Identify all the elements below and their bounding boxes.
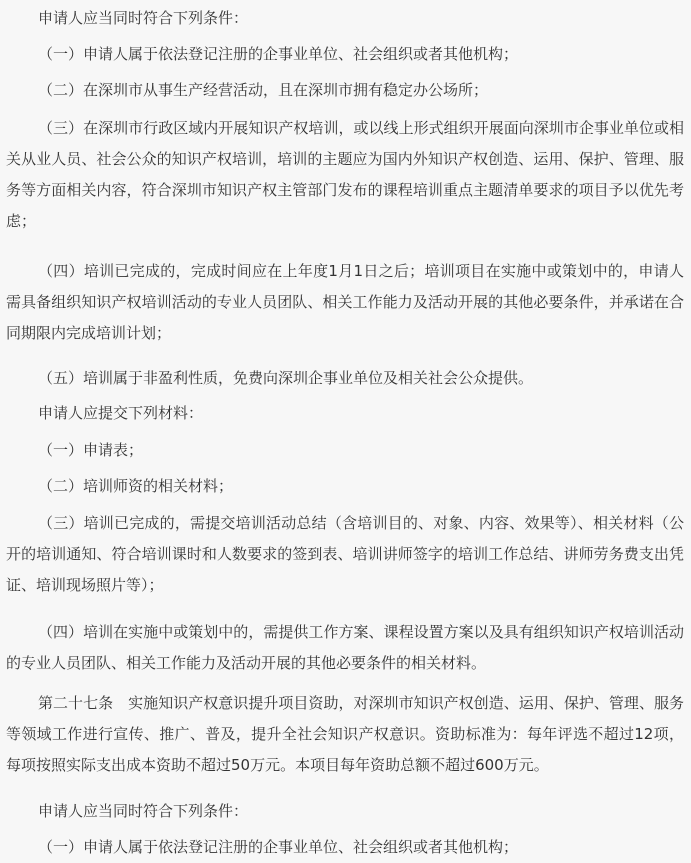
paragraph-article-27: 第二十七条 实施知识产权意识提升项目资助，对深圳市知识产权创造、运用、保护、管理、服务等领域工作进行宣传、推广、普及，提升全社会知识产权意识。资助标准为：每年评选不超过12项，每项按照实际支出成本资助不超过50万元。本项目每年资助总额不超过600万元。 bbox=[6, 694, 684, 774]
paragraph-material-4: （四）培训在实施中或策划中的，需提供工作方案、课程设置方案以及具有组织知识产权培训活动的专业人员团队、相关工作能力及活动开展的其他必要条件的相关材料。 bbox=[6, 623, 684, 672]
paragraph-condition-4: （四）培训已完成的，完成时间应在上年度1月1日之后；培训项目在实施中或策划中的，申请人需具备组织知识产权培训活动的专业人员团队、相关工作能力及活动开展的其他必要条件，并承诺在合同期限内完成培训计划； bbox=[6, 262, 684, 342]
paragraph-condition-5: （五）培训属于非盈利性质，免费向深圳企事业单位及相关社会公众提供。 bbox=[38, 369, 534, 387]
paragraph-condition-2: （二）在深圳市从事生产经营活动，且在深圳市拥有稳定办公场所； bbox=[38, 81, 489, 99]
paragraph-conditions-intro: 申请人应当同时符合下列条件： bbox=[38, 9, 249, 27]
paragraph-material-2: （二）培训师资的相关材料； bbox=[38, 477, 234, 495]
paragraph-conditions-intro-2: 申请人应当同时符合下列条件： bbox=[38, 802, 249, 820]
paragraph-material-1: （一）申请表； bbox=[38, 441, 144, 459]
paragraph-condition-1: （一）申请人属于依法登记注册的企事业单位、社会组织或者其他机构； bbox=[38, 45, 519, 63]
paragraph-condition-1-repeat: （一）申请人属于依法登记注册的企事业单位、社会组织或者其他机构； bbox=[38, 838, 519, 856]
paragraph-condition-3: （三）在深圳市行政区域内开展知识产权培训，或以线上形式组织开展面向深圳市企事业单位或相关从业人员、社会公众的知识产权培训，培训的主题应为国内外知识产权创造、运用、保护、管理、服务等方面相关内容，符合深圳市知识产权主管部门发布的课程培训重点主题清单要求的项目予以优先考虑； bbox=[6, 119, 684, 230]
paragraph-material-3: （三）培训已完成的，需提交培训活动总结（含培训目的、对象、内容、效果等）、相关材料（公开的培训通知、符合培训课时和人数要求的签到表、培训讲师签字的培训工作总结、讲师劳务费支出凭证、培训现场照片等）； bbox=[6, 514, 684, 594]
paragraph-materials-intro: 申请人应提交下列材料： bbox=[38, 404, 204, 422]
